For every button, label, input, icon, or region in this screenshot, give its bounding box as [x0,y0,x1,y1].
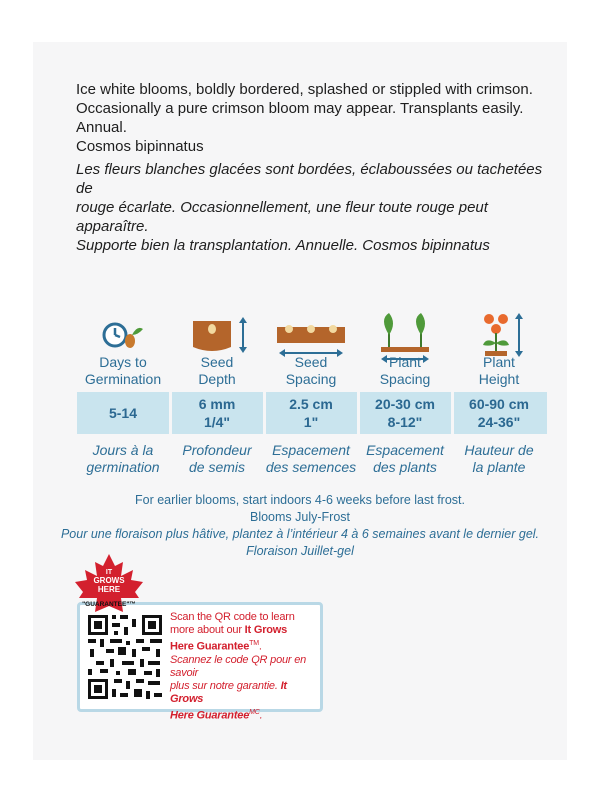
spec-french-label: Profondeur de semis [182,442,252,475]
spec-french-label: Espacement des plants [366,442,444,475]
spec-value: 2.5 cm 1" [289,396,333,430]
description-line: Cosmos bipinnatus [76,138,204,155]
tip-line: Pour une floraison plus hâtive, plantez à l’intérieur 4 à 6 semaines avant le dernier gel. [60,527,540,541]
description-english [76,80,556,156]
description-line: Les fleurs blanches glacées sont bordées, éclaboussées ou tachetées de [76,161,543,197]
spec-titles-row [77,354,547,394]
spec-values-band [77,392,547,434]
spec-title: Plant Spacing [379,354,431,387]
growing-tips [33,492,567,560]
guarantee-text [170,611,316,722]
guarantee-line: Here Guarantee™. [170,640,262,653]
tip-line: Floraison Juillet-gel [246,544,354,558]
badge-text: HERE [97,585,121,594]
spec-value: 20-30 cm 8-12" [375,396,435,430]
guarantee-line: Here Guarantee$^{MC}$. [170,708,263,722]
badge-text: "GUARANTEE"™ [82,601,136,608]
description-line: Supporte bien la transplantation. Annuelle. Cosmos bipinnatus [76,237,490,254]
spec-title: Days to Germination [84,354,162,387]
description-line: Ice white blooms, boldly bordered, splashed or stippled with crimson. [76,81,533,98]
spec-title: Plant Height [478,354,520,387]
badge-text: IT [105,569,113,576]
seed-packet-back [33,42,567,760]
spec-value: 5-14 [108,405,138,421]
spec-value: 6 mm 1/4" [198,396,236,430]
description-line: rouge écarlate. Occasionnellement, une fleur toute rouge peut apparaître. [76,199,488,235]
description-line: Occasionally a pure crimson bloom may appear. Transplants easily. Annual. [76,100,524,136]
spec-french-label: Hauteur de la plante [464,442,534,475]
spec-french-label: Jours à la germination [86,442,160,475]
spec-value: 60-90 cm 24-36" [469,396,529,430]
spec-title: Seed Depth [198,354,236,387]
qr-code-icon[interactable] [86,613,164,701]
badge-text: GROWS [93,576,125,585]
tip-line: Blooms July-Frost [249,510,351,524]
maple-leaf-icon [73,552,145,624]
guarantee-line: Scannez le code QR pour en savoir [170,653,307,679]
tip-line: For earlier blooms, start indoors 4-6 weeks before last frost. [135,493,465,507]
spec-french-labels-row [77,442,547,482]
spec-title: Seed Spacing [285,354,337,387]
guarantee-line: more about our It Grows [170,624,288,636]
guarantee-line: Scan the QR code to learn [170,611,295,623]
it-grows-here-badge [73,552,145,624]
description-french [76,160,556,255]
guarantee-line: plus sur notre garantie. It Grows [170,679,287,705]
spec-french-label: Espacement des semences [265,442,357,475]
